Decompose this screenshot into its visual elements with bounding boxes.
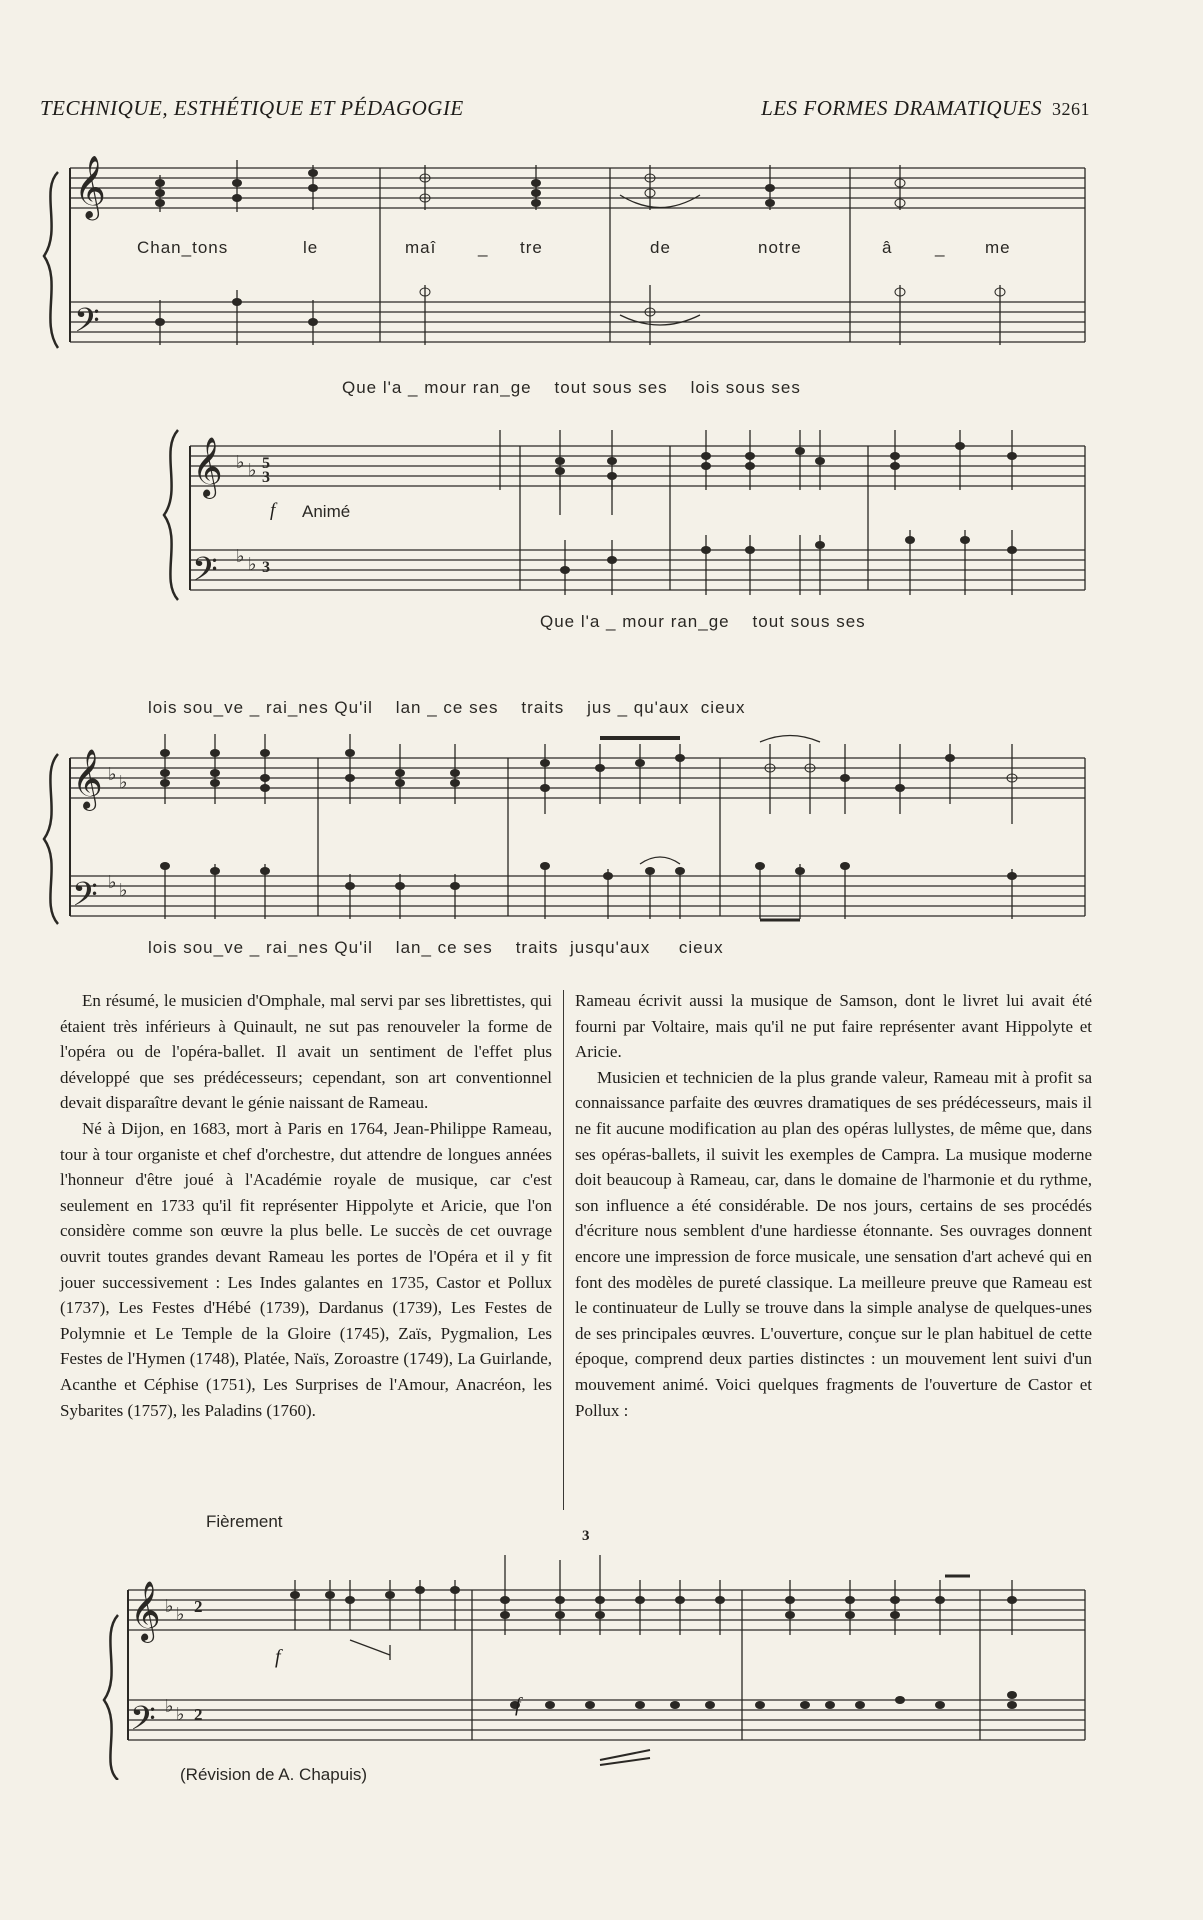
lyric-syllable: maî (405, 238, 437, 257)
paragraph: Né à Dijon, en 1683, mort à Paris en 1764, Jean-Philippe Rameau, tour à tour organiste et chef d'orchestre, dut attendre de longues années l'honneur d'être joué à l'Académie royale de musique, car c'est seulement en 1733 qu'il fit représenter Hippolyte et Aricie, que l'on considère comme son œuvre la plus belle. Le succès de cet ouvrage ouvrit toutes grandes devant Rameau les portes de l'Opéra et il y fit jouer successivement : Les Indes galantes en 1735, Castor et Pollux (1737), Les Festes d'Hébé (1739), Dardanus (1739), Les Festes de Polymnie et Le Temple de la Gloire (1745), Zaïs, Pygmalion, Les Festes de l'Hymen (1748), Platée, Naïs, Zoroastre (1749), La Guirlande, Acanthe et Céphise (1751), Les Surprises de l'Amour, Anacréon, les Sybarites (1757), les Paladins (1760). (60, 1118, 552, 1420)
running-header (40, 96, 1090, 126)
svg-text:♭: ♭ (108, 872, 117, 892)
header-section-title: TECHNIQUE, ESTHÉTIQUE ET PÉDAGOGIE (40, 96, 464, 120)
lyric-syllable: de (650, 238, 671, 257)
score4-tuplet: 3 (582, 1528, 590, 1544)
svg-text:𝄢: 𝄢 (72, 876, 98, 922)
svg-text:𝄢: 𝄢 (74, 302, 100, 348)
lyric-syllable: le (303, 238, 319, 257)
lyric-syllable: me (985, 238, 1011, 257)
score4-dynamic-2: f (515, 1694, 521, 1716)
music-score-1 (0, 150, 1203, 380)
svg-text:𝄞: 𝄞 (192, 437, 223, 497)
svg-text:3: 3 (262, 469, 270, 486)
svg-text:𝄞: 𝄞 (74, 155, 106, 218)
score4-tempo: Fièrement (206, 1512, 283, 1531)
svg-text:𝄢: 𝄢 (192, 551, 218, 597)
svg-text:♭: ♭ (236, 452, 245, 472)
score3-lyrics-below: lois sou_ve _ rai_nes Qu'il lan_ ce ses traits jusqu'aux cieux (148, 938, 724, 957)
music-score-3 (0, 724, 1203, 934)
score2-lyrics-above: Que l'a _ mour ran_ge tout sous ses lois sous ses (342, 378, 801, 397)
svg-text:♭: ♭ (236, 546, 245, 566)
text-column-right (575, 988, 1092, 1423)
lyric-syllable: tre (520, 238, 543, 257)
revision-credit: (Révision de A. Chapuis) (180, 1765, 368, 1784)
svg-text:♭: ♭ (176, 1704, 185, 1724)
svg-text:3: 3 (262, 559, 270, 576)
lyric-syllable: notre (758, 238, 802, 257)
svg-text:♭: ♭ (248, 554, 257, 574)
lyric-syllable: _ (935, 238, 946, 257)
text-column-left (60, 988, 552, 1423)
svg-text:𝄢: 𝄢 (130, 1700, 156, 1746)
svg-text:♭: ♭ (176, 1604, 185, 1624)
svg-text:𝄞: 𝄞 (130, 1581, 161, 1641)
svg-text:♭: ♭ (119, 772, 128, 792)
svg-text:♭: ♭ (165, 1596, 174, 1616)
svg-text:♭: ♭ (165, 1696, 174, 1716)
score1-lyrics (0, 238, 1203, 262)
score2-dynamic: f (270, 500, 276, 521)
paragraph: Musicien et technicien de la plus grande valeur, Rameau mit à profit sa connaissance parfaite des œuvres dramatiques de ses prédécesseurs, mais il ne fit aucune modification au plan des opéras lullystes, de même que, dans ses opéras-ballets, il suivit les exemples de Campra. La musique moderne doit beaucoup à Rameau, car, dans le domaine de l'harmonie et du rythme, son influence a été considérable. De nos jours, certains de ses procédés d'écriture nous semblent d'une hardiesse étonnante. Ses ouvrages donnent encore une impression de force musicale, une sensation d'art achevé qui en font des modèles de pureté classique. La meilleure preuve que Rameau est le continuateur de Lully se trouve dans la simple analyse de quelques-unes de ses principales œuvres. L'ouverture, conçue sur le plan habituel de cette époque, comprend deux parties distinctes : un mouvement lent suivi d'un mouvement animé. Voici quelques fragments de l'ouverture de Castor et Pollux : (575, 1067, 1092, 1420)
header-chapter-title (761, 96, 1090, 121)
score2-lyrics-below: Que l'a _ mour ran_ge tout sous ses (540, 612, 866, 631)
column-divider (563, 990, 564, 1510)
header-chapter-label: LES FORMES DRAMATIQUES (761, 96, 1042, 120)
svg-text:𝄞: 𝄞 (72, 749, 103, 809)
music-score-2 (0, 410, 1203, 620)
svg-text:♭: ♭ (108, 764, 117, 784)
paragraph: En résumé, le musicien d'Omphale, mal servi par ses librettistes, qui étaient très inférieurs à Quinault, ne sut pas renouveler la forme de l'opéra ou de l'opéra-ballet. Il avait un sentiment de l'effet plus développé que ses prédécesseurs; cependant, son art conventionnel devait disparaître devant le génie naissant de Rameau. (60, 991, 552, 1113)
lyric-syllable: _ (478, 238, 489, 257)
svg-text:2: 2 (194, 1597, 203, 1616)
paragraph: Rameau écrivit aussi la musique de Samson, dont le livret lui avait été fourni par Voltaire, mais qu'il ne put faire représenter avant Hippolyte et Aricie. (575, 991, 1092, 1062)
svg-text:5: 5 (262, 455, 270, 472)
svg-text:2: 2 (194, 1705, 203, 1724)
svg-text:♭: ♭ (248, 460, 257, 480)
score2-tempo: Animé (302, 502, 351, 521)
music-score-4 (0, 1520, 1203, 1780)
score4-dynamic-1: f (275, 1646, 281, 1668)
page-number: 3261 (1052, 99, 1090, 119)
lyric-syllable: â (882, 238, 893, 257)
lyric-syllable: Chan_tons (137, 238, 229, 257)
svg-text:♭: ♭ (119, 880, 128, 900)
score3-lyrics-above: lois sou_ve _ rai_nes Qu'il lan _ ce ses traits jus _ qu'aux cieux (148, 698, 746, 717)
